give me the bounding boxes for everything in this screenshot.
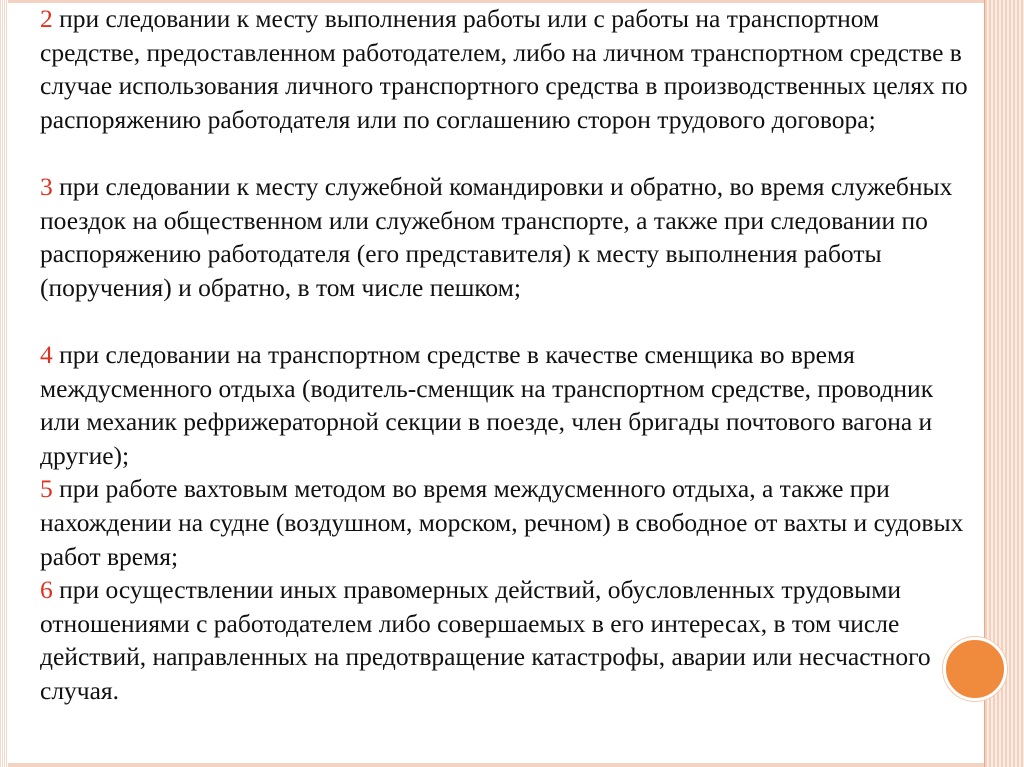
item-number: 2 [40,4,53,33]
item-text: при работе вахтовым методом во время междусменного отдыха, а также при нахождении на судне (воздушном, морском, речном) в свободное от вахты и судовых работ время; [40,474,964,571]
bottom-border [0,763,985,767]
left-border [0,0,8,767]
item-number: 5 [40,474,53,504]
item-number: 3 [40,171,53,201]
paragraph-item-2 [40,2,975,136]
paragraph-item-4 [40,338,975,472]
paragraph-item-6 [40,573,975,707]
paragraph-item-5 [40,472,975,573]
paragraph-item-3 [40,170,975,304]
item-text: при осуществлении иных правомерных действий, обусловленных трудовыми отношениями с работодателем либо совершаемых в его интересах, в том числе действий, направленных на предотвращение катастрофы, аварии или несчастного случая. [40,575,931,705]
paragraph-spacer [40,304,975,338]
item-text: при следовании к месту выполнения работы или с работы на транспортном средстве, предоставленном работодателем, либо на личном транспортном средстве в случае использования личного транспортного средства в производственных целях по распоряжению работодателя или по соглашению сторон трудового договора; [40,4,968,134]
slide-body [40,2,975,707]
paragraph-spacer [40,136,975,170]
item-text: при следовании к месту служебной командировки и обратно, во время служебных поездок на общественном или служебном транспорте, а также при следовании по распоряжению работодателя (его представителя) к месту выполнения работы (поручения) и обратно, в том числе пешком; [40,171,953,302]
item-number: 4 [40,339,53,369]
item-text: при следовании на транспортном средстве в качестве сменщика во время междусменного отдыха (водитель-сменщик на транспортном средстве, проводник или механик рефрижераторной секции в поезде, член бригады почтового вагона и другие); [40,339,934,470]
item-number: 6 [40,575,53,605]
